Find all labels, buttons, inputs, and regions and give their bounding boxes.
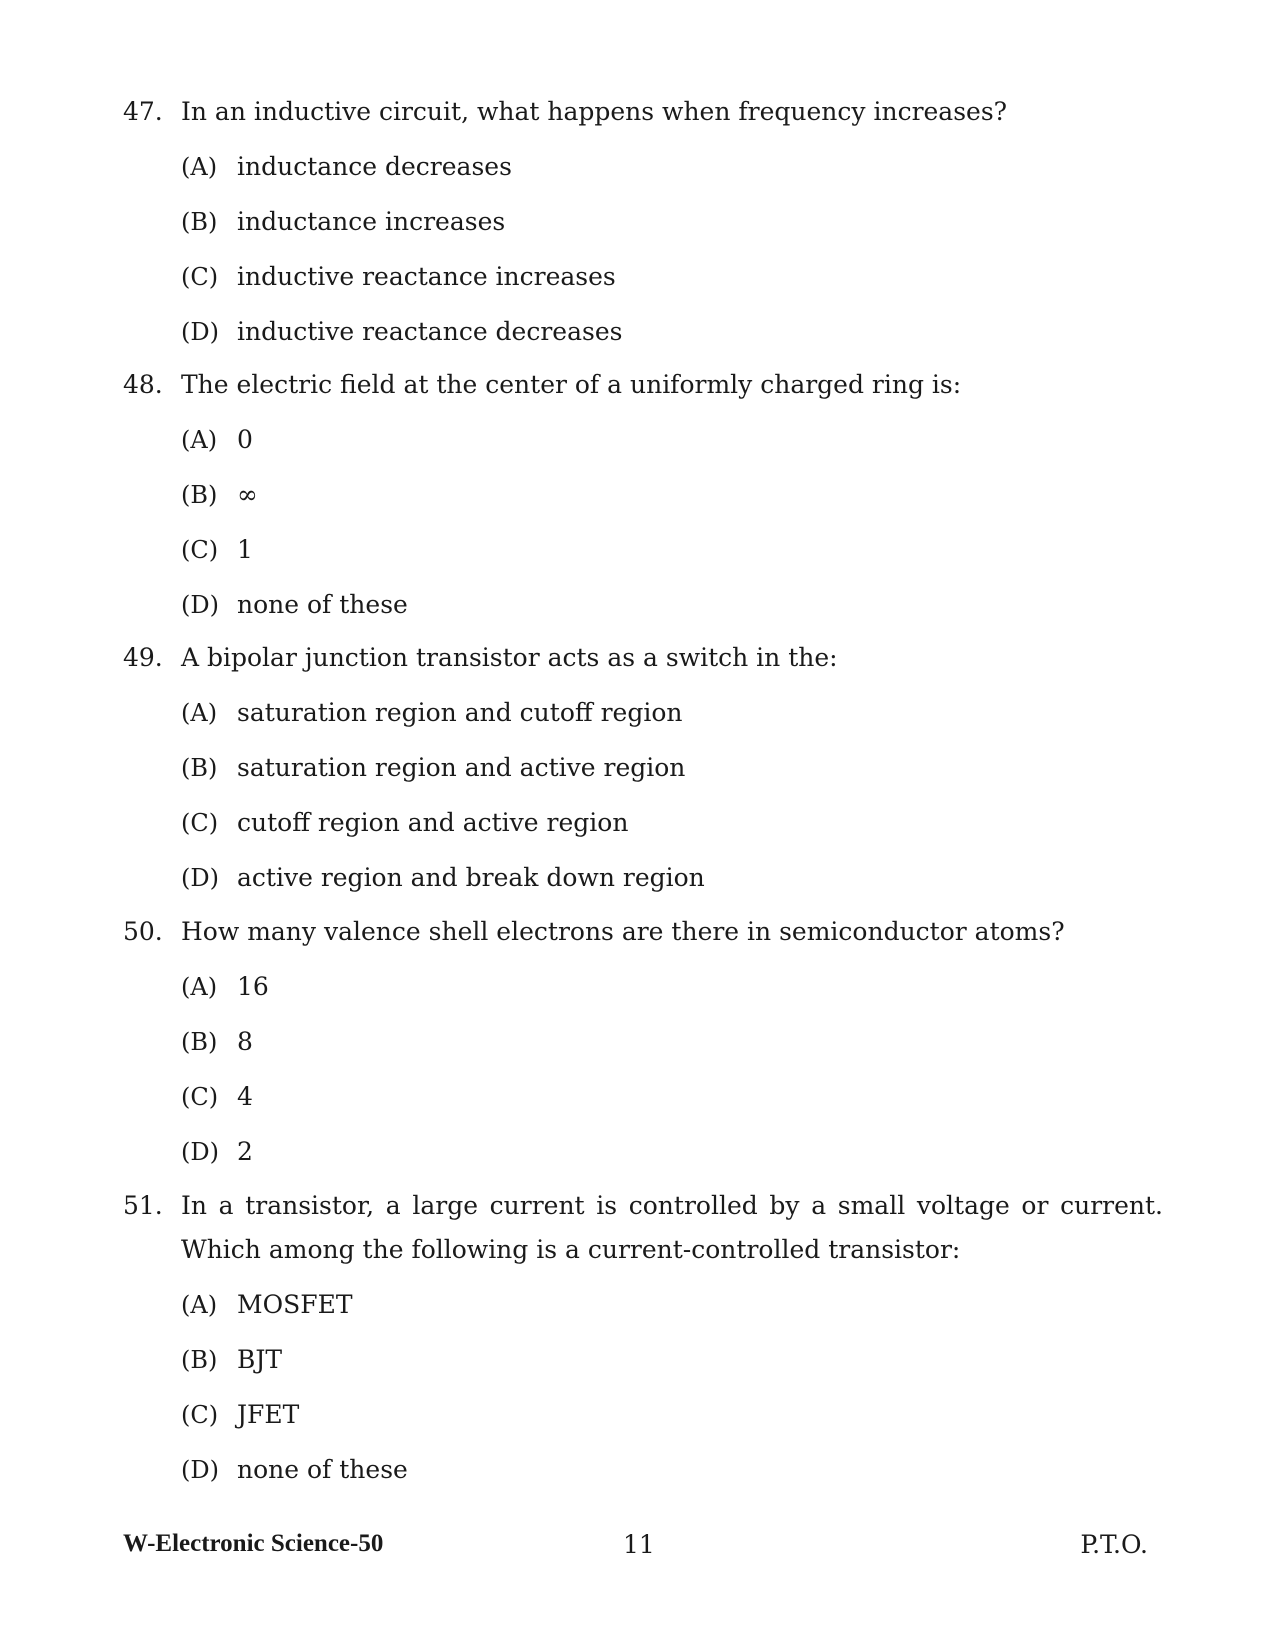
option-d (181, 577, 1163, 632)
question-51 (123, 1184, 1163, 1497)
option-text: 0 (237, 425, 253, 454)
option-letter: (D) (181, 590, 219, 619)
question-text: The electric field at the center of a uniformly charged ring is: (181, 370, 962, 399)
please-turn-over: P.T.O. (1080, 1530, 1148, 1559)
option-c (181, 1069, 1163, 1124)
option-letter: (C) (181, 1400, 219, 1429)
option-text: inductive reactance decreases (237, 317, 623, 346)
option-text: active region and break down region (237, 863, 705, 892)
option-letter: (D) (181, 863, 219, 892)
option-text: inductive reactance increases (237, 262, 616, 291)
option-text: MOSFET (237, 1290, 353, 1319)
option-text: 2 (237, 1137, 253, 1166)
option-b (181, 740, 1163, 795)
option-a (181, 685, 1163, 740)
option-letter: (D) (181, 317, 219, 346)
question-text: In an inductive circuit, what happens when frequency increases? (181, 97, 1008, 126)
option-text: none of these (237, 1455, 408, 1484)
option-letter: (D) (181, 1455, 219, 1484)
option-text: 8 (237, 1027, 253, 1056)
option-text: BJT (237, 1345, 283, 1374)
option-letter: (B) (181, 207, 218, 236)
question-50 (123, 910, 1163, 1179)
option-letter: (B) (181, 1345, 218, 1374)
option-letter: (A) (181, 972, 218, 1001)
page-footer (123, 1530, 1148, 1566)
paper-code: W-Electronic Science-50 (123, 1530, 384, 1557)
question-text: How many valence shell electrons are there in semiconductor atoms? (181, 917, 1065, 946)
question-text: In a transistor, a large current is controlled by a small voltage or current. Which among the following is a current-controlled transistor: (181, 1191, 1163, 1264)
option-text: inductance increases (237, 207, 506, 236)
option-text: saturation region and active region (237, 753, 686, 782)
question-49 (123, 636, 1163, 905)
option-letter: (C) (181, 262, 219, 291)
option-text: inductance decreases (237, 152, 512, 181)
options-list (181, 412, 1163, 632)
option-text: JFET (237, 1400, 300, 1429)
option-text: 4 (237, 1082, 253, 1111)
option-text: 1 (237, 535, 253, 564)
question-48 (123, 363, 1163, 632)
option-c (181, 1387, 1163, 1442)
option-letter: (A) (181, 425, 218, 454)
options-list (181, 1277, 1163, 1497)
option-c (181, 522, 1163, 577)
option-letter: (B) (181, 1027, 218, 1056)
option-letter: (A) (181, 1290, 218, 1319)
option-text: none of these (237, 590, 408, 619)
option-a (181, 959, 1163, 1014)
option-a (181, 139, 1163, 194)
option-d (181, 850, 1163, 905)
question-text: A bipolar junction transistor acts as a switch in the: (181, 643, 838, 672)
option-b (181, 194, 1163, 249)
option-letter: (B) (181, 480, 218, 509)
option-b (181, 1014, 1163, 1069)
option-b (181, 1332, 1163, 1387)
option-letter: (A) (181, 698, 218, 727)
option-a (181, 1277, 1163, 1332)
question-number: 48. (123, 370, 163, 399)
options-list (181, 139, 1163, 359)
option-text: cutoff region and active region (237, 808, 629, 837)
options-list (181, 685, 1163, 905)
question-number: 47. (123, 97, 163, 126)
option-letter: (C) (181, 808, 219, 837)
option-c (181, 795, 1163, 850)
question-47 (123, 90, 1163, 359)
option-d (181, 304, 1163, 359)
option-letter: (C) (181, 535, 219, 564)
option-d (181, 1124, 1163, 1179)
question-number: 51. (123, 1191, 163, 1220)
options-list (181, 959, 1163, 1179)
option-b (181, 467, 1163, 522)
option-text: 16 (237, 972, 269, 1001)
option-letter: (B) (181, 753, 218, 782)
option-a (181, 412, 1163, 467)
option-d (181, 1442, 1163, 1497)
question-number: 50. (123, 917, 163, 946)
option-letter: (A) (181, 152, 218, 181)
option-letter: (C) (181, 1082, 219, 1111)
question-number: 49. (123, 643, 163, 672)
page-number: 11 (623, 1530, 655, 1559)
option-letter: (D) (181, 1137, 219, 1166)
option-text: saturation region and cutoff region (237, 698, 683, 727)
option-text: ∞ (237, 480, 258, 509)
option-c (181, 249, 1163, 304)
